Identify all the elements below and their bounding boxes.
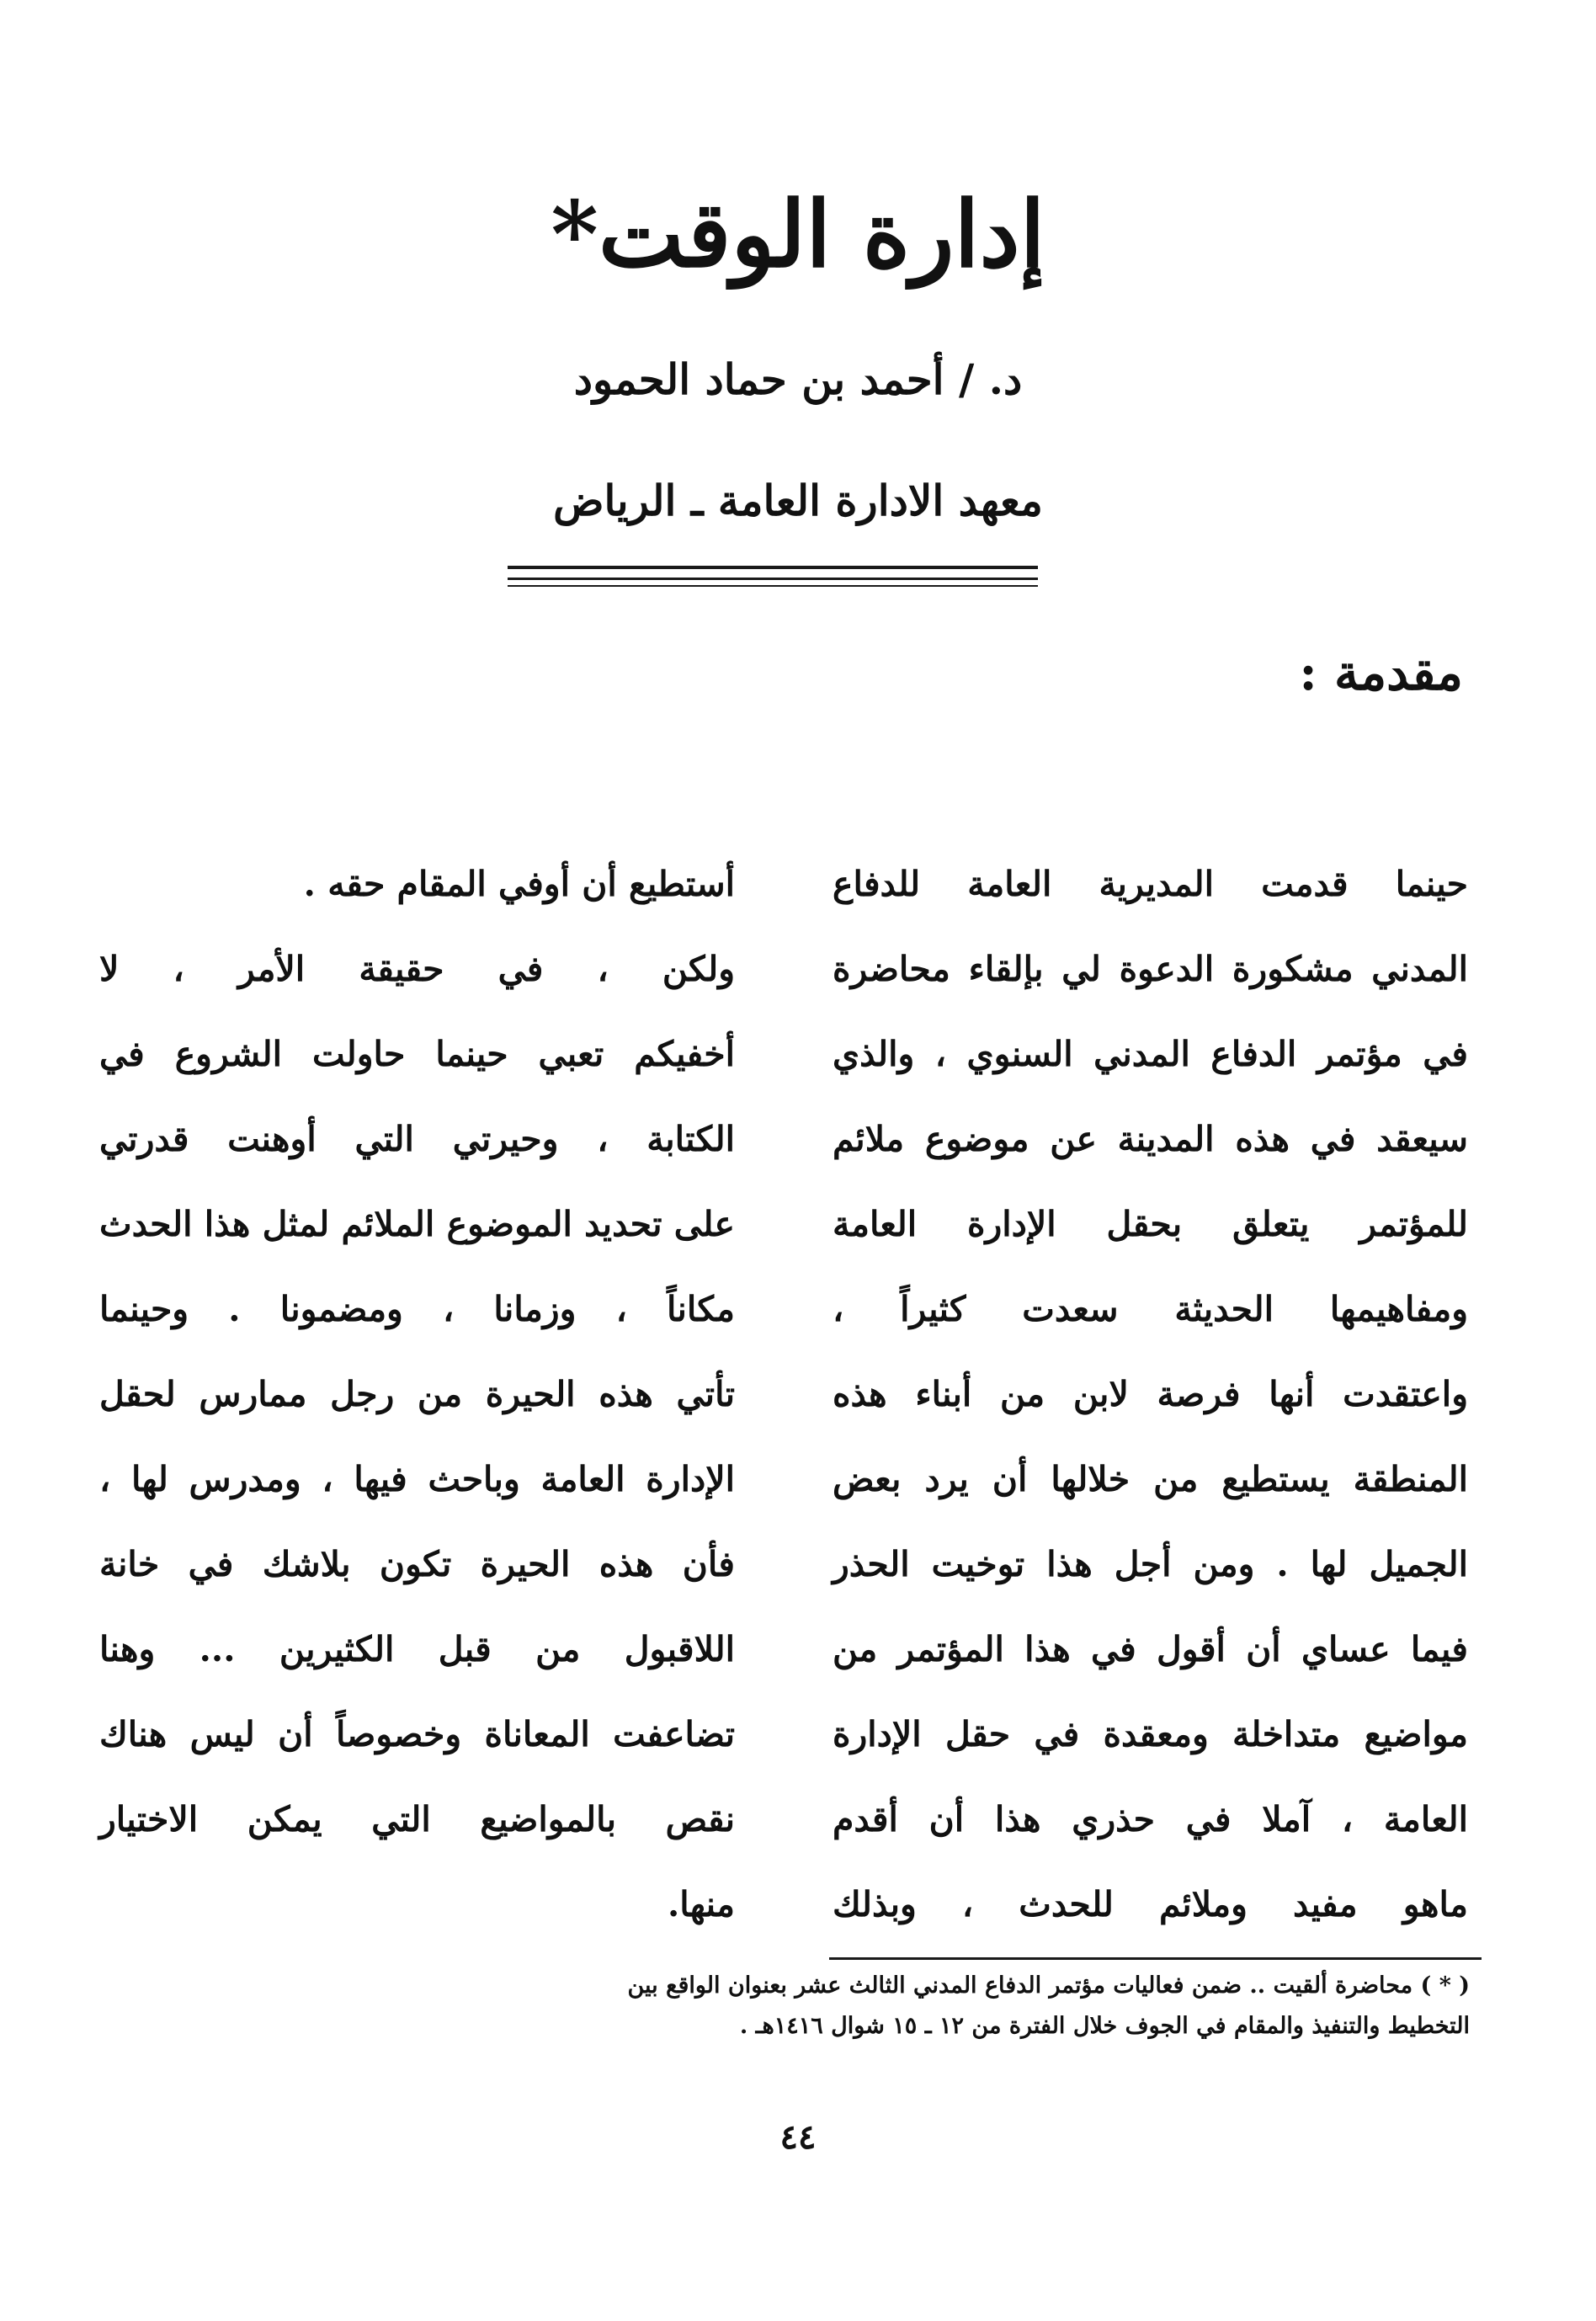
- text-line: تضاعفت المعاناة وخصوصاً أن ليس هناك: [99, 1714, 735, 1754]
- text-line: المدني مشكورة الدعوة لي بإلقاء محاضرة: [833, 949, 1468, 989]
- text-line: على تحديد الموضوع الملائم لمثل هذا الحدث: [99, 1204, 735, 1244]
- text-line: ومفاهيمها الحديثة سعدت كثيراً ،: [833, 1289, 1468, 1329]
- footnote-divider: [829, 1957, 1482, 1960]
- text-line: الكتابة ، وحيرتي التي أوهنت قدرتي: [99, 1119, 735, 1159]
- text-line: سيعقد في هذه المدينة عن موضوع ملائم: [833, 1119, 1468, 1159]
- text-column-left: [99, 842, 735, 1947]
- text-line: الإدارة العامة وباحث فيها ، ومدرس لها ،: [99, 1459, 735, 1499]
- author-name: د. / أحمد بن حماد الحمود: [573, 354, 1023, 404]
- text-line: العامة ، آملا في حذري هذا أن أقدم: [833, 1799, 1468, 1839]
- text-line: أستطيع أن أوفي المقام حقه .: [303, 864, 735, 904]
- text-line: تأتي هذه الحيرة من رجل ممارس لحقل: [99, 1374, 735, 1414]
- text-line: فأن هذه الحيرة تكون بلاشك في خانة: [99, 1544, 735, 1584]
- text-line: منها.: [668, 1884, 735, 1924]
- text-line: اللاقبول من قبل الكثيرين ... وهنا: [99, 1629, 735, 1669]
- text-line: نقص بالمواضيع التي يمكن الاختيار: [99, 1799, 735, 1839]
- title-divider-line: [508, 585, 1038, 587]
- text-line: الجميل لها . ومن أجل هذا توخيت الحذر: [833, 1544, 1468, 1584]
- text-column-right: [833, 842, 1468, 1947]
- text-line: واعتقدت أنها فرصة لابن من أبناء هذه: [833, 1374, 1468, 1414]
- text-line: فيما عساي أن أقول في هذا المؤتمر من: [833, 1629, 1468, 1669]
- footnote-line: ( * ) محاضرة ألقيت .. ضمن فعاليات مؤتمر الدفاع المدني الثالث عشر بعنوان الواقع بين: [627, 1972, 1470, 1999]
- text-line: مواضيع متداخلة ومعقدة في حقل الإدارة: [833, 1714, 1468, 1754]
- institute-affiliation: معهد الادارة العامة ـ الرياض: [553, 476, 1043, 525]
- footnote: [123, 1966, 1470, 2047]
- text-line: ولكن ، في حقيقة الأمر ، لا: [99, 949, 735, 989]
- text-line: في مؤتمر الدفاع المدني السنوي ، والذي: [833, 1034, 1468, 1074]
- article-title: إدارة الوقت*: [551, 182, 1045, 288]
- text-line: المنطقة يستطيع من خلالها أن يرد بعض: [833, 1459, 1468, 1499]
- text-line: حينما قدمت المديرية العامة للدفاع: [833, 864, 1468, 904]
- text-line: مكاناً ، وزمانا ، ومضمونا . وحينما: [99, 1289, 735, 1329]
- text-line: للمؤتمر يتعلق بحقل الإدارة العامة: [833, 1204, 1468, 1244]
- title-divider-line: [508, 566, 1038, 569]
- section-heading: مقدمة :: [1299, 644, 1463, 701]
- title-divider-line: [508, 578, 1038, 580]
- text-line: ماهو مفيد وملائم للحدث ، وبذلك: [833, 1884, 1468, 1924]
- footnote-line: التخطيط والتنفيذ والمقام في الجوف خلال الفترة من ١٢ ـ ١٥ شوال ١٤١٦هـ .: [739, 2013, 1470, 2039]
- text-line: أخفيكم تعبي حينما حاولت الشروع في: [99, 1034, 735, 1074]
- page-number: ٤٤: [779, 2117, 817, 2157]
